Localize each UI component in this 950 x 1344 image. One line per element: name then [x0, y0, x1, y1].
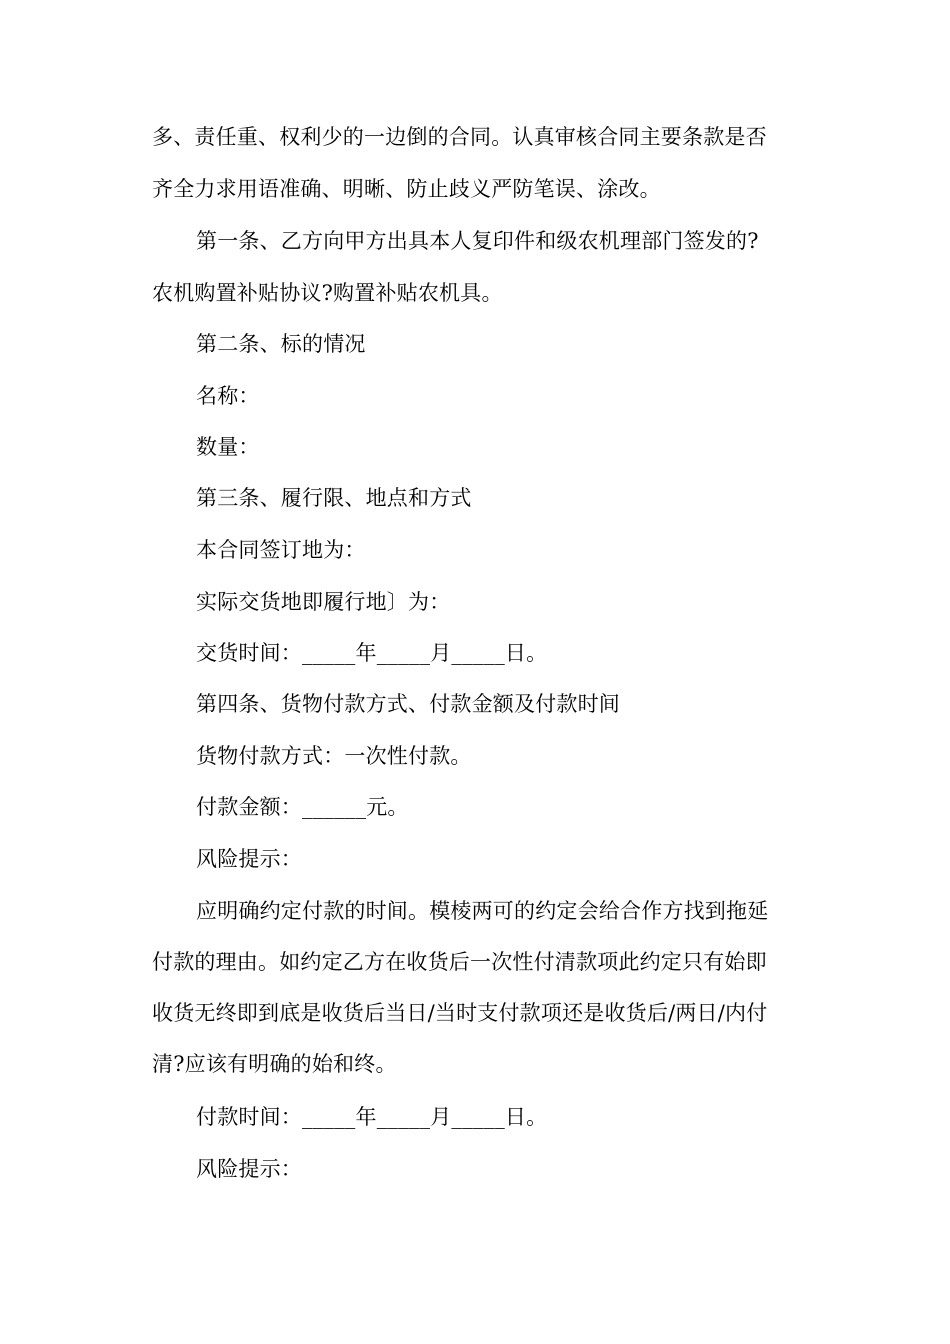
paragraph-line: 农机购置补贴协议?购置补贴农机具。: [152, 281, 503, 305]
paragraph-line: 清?应该有明确的始和终。: [152, 1052, 397, 1076]
clause-four-heading: 第四条、货物付款方式、付款金额及付款时间: [196, 692, 620, 716]
clause-one-line: 第一条、乙方向甲方出具本人复印件和级农机理部门签发的?: [196, 229, 759, 253]
risk-notice-heading: 风险提示：: [196, 1157, 302, 1181]
clause-three-heading: 第三条、履行限、地点和方式: [196, 486, 472, 510]
clause-two-heading: 第二条、标的情况: [196, 332, 366, 356]
paragraph-line: 齐全力求用语准确、明晰、防止歧义严防笔误、涂改。: [152, 177, 661, 201]
payment-method-line: 货物付款方式：一次性付款。: [196, 744, 472, 768]
signing-place-label: 本合同签订地为：: [196, 538, 366, 562]
payment-amount-line: 付款金额：______元。: [196, 795, 409, 819]
delivery-place-label: 实际交货地即履行地〕为：: [196, 590, 451, 614]
paragraph-line: 付款的理由。如约定乙方在收货后一次性付清款项此约定只有始即: [152, 950, 767, 974]
risk-notice-heading: 风险提示：: [196, 847, 302, 871]
delivery-time-line: 交货时间：_____年_____月_____日。: [196, 641, 548, 665]
name-field-label: 名称：: [196, 384, 260, 408]
quantity-field-label: 数量：: [196, 435, 260, 459]
payment-time-line: 付款时间：_____年_____月_____日。: [196, 1105, 548, 1129]
paragraph-line: 应明确约定付款的时间。模棱两可的约定会给合作方找到拖延: [196, 899, 769, 923]
paragraph-line: 多、责任重、权利少的一边倒的合同。认真审核合同主要条款是否: [152, 125, 767, 149]
paragraph-line: 收货无终即到底是收货后当日/当时支付款项还是收货后/两日/内付: [152, 1001, 768, 1025]
